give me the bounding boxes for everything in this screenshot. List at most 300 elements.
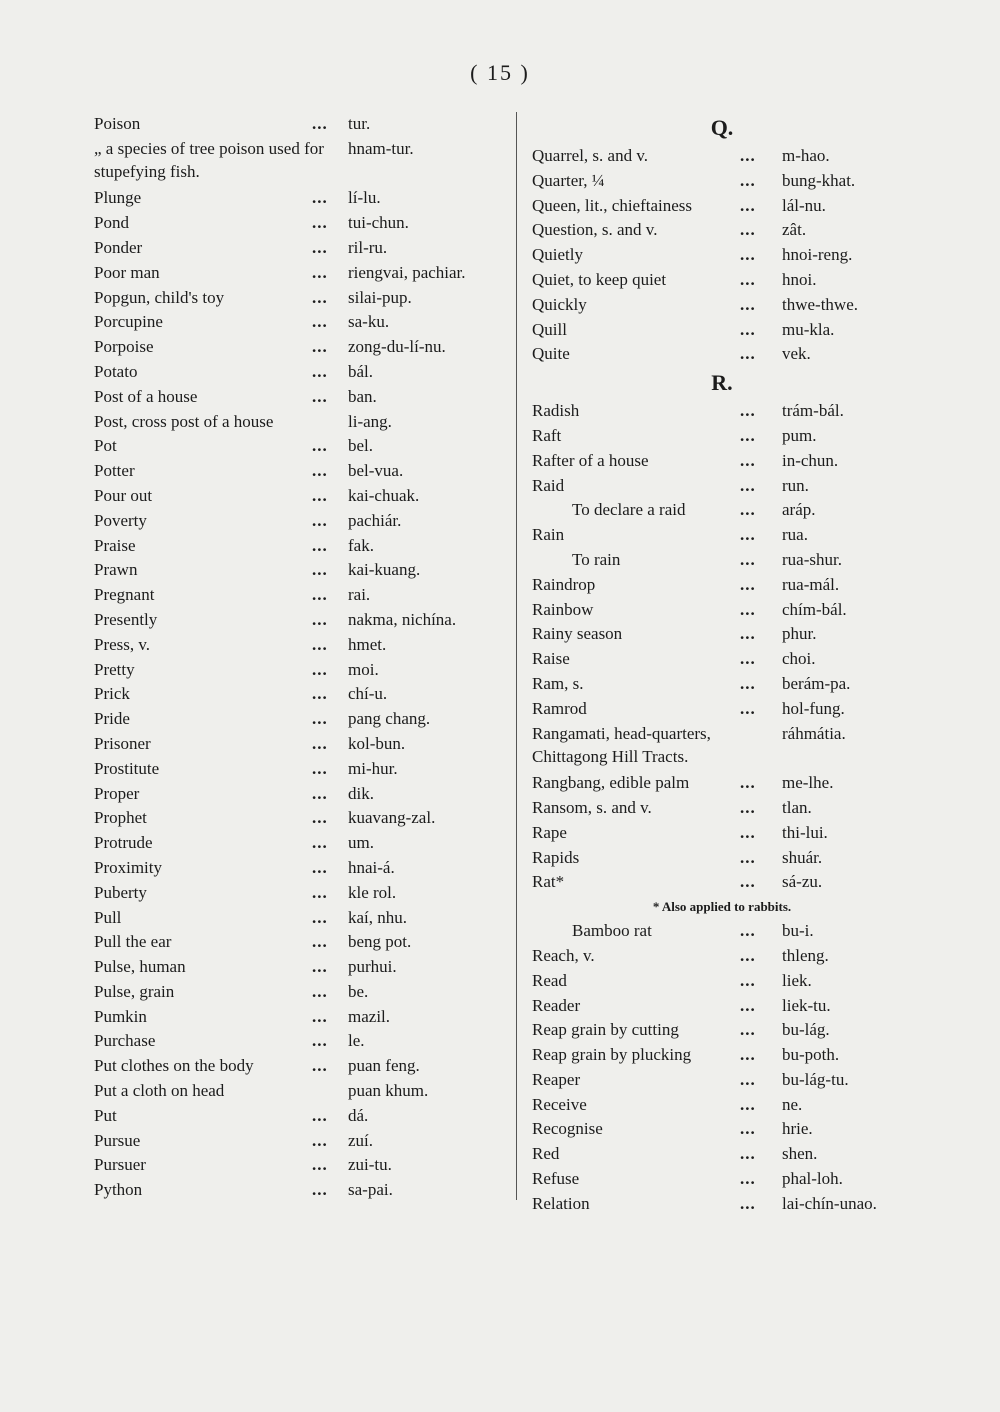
dictionary-entry (532, 548, 912, 573)
dictionary-entry (532, 1068, 912, 1093)
entry-translation: phal-loh. (782, 1169, 843, 1189)
entry-leader-dots: ... (312, 461, 328, 481)
entry-translation: hnam-tur. (348, 138, 414, 158)
entry-leader-dots: ... (312, 1130, 328, 1150)
entry-translation: hmet. (348, 634, 387, 654)
entry-translation: lai-chín-unao. (782, 1193, 877, 1213)
entry-leader-dots: ... (740, 1193, 756, 1213)
entry-term: To rain (572, 549, 621, 569)
entry-leader-dots: ... (740, 146, 756, 165)
entry-translation: pang chang. (348, 709, 431, 729)
dictionary-entry (94, 1054, 510, 1079)
section-heading: Q. (710, 115, 734, 140)
entry-leader-dots: ... (740, 847, 756, 867)
entry-translation: bel. (348, 436, 374, 456)
entry-term: Reaper (532, 1069, 581, 1089)
entry-term: Prophet (94, 808, 147, 828)
dictionary-entry (532, 622, 912, 647)
entry-term: Pretty (94, 659, 135, 679)
entry-term: Rape (532, 822, 567, 842)
entry-term: Puberty (94, 882, 147, 902)
dictionary-entry (532, 342, 912, 367)
footnote: * Also applied to rabbits. (652, 899, 792, 915)
entry-leader-dots: ... (312, 808, 328, 828)
dictionary-entry (532, 1093, 912, 1118)
entry-translation: sá-zu. (782, 872, 823, 892)
entry-translation: liek. (782, 970, 812, 990)
dictionary-entry (532, 919, 912, 944)
entry-leader-dots: ... (312, 783, 328, 803)
entry-translation: zuí. (348, 1130, 374, 1150)
entry-translation: beng pot. (348, 932, 412, 952)
entry-term: Popgun, child's toy (94, 287, 225, 307)
dictionary-entry (94, 509, 510, 534)
entry-term: Protrude (94, 833, 153, 853)
dictionary-entry (94, 1029, 510, 1054)
entry-leader-dots: ... (312, 1105, 328, 1125)
entry-translation: hnoi-reng. (782, 245, 853, 265)
entry-translation: bu-lág. (782, 1020, 830, 1040)
entry-leader-dots: ... (740, 401, 756, 421)
entry-leader-dots: ... (312, 560, 328, 580)
dictionary-entry (532, 243, 912, 268)
entry-translation: liek-tu. (782, 995, 831, 1015)
section-heading: R. (711, 370, 733, 396)
entry-leader-dots: ... (312, 1155, 328, 1175)
entry-translation: kai-kuang. (348, 560, 421, 580)
entry-translation: bel-vua. (348, 461, 404, 481)
entry-term: Read (532, 970, 567, 990)
entry-translation: ril-ru. (348, 237, 388, 257)
entry-translation: berám-pa. (782, 673, 851, 693)
dictionary-entry (94, 385, 510, 410)
dictionary-entry (94, 186, 510, 211)
entry-translation: fak. (348, 535, 374, 555)
entry-term: Post, cross post of a house (94, 411, 274, 431)
entry-leader-dots: ... (312, 287, 328, 307)
dictionary-entry (532, 870, 912, 895)
entry-leader-dots: ... (740, 294, 756, 314)
entry-term: Rainbow (532, 599, 594, 619)
dictionary-entry (94, 707, 510, 732)
dictionary-entry (532, 1142, 912, 1167)
entry-translation: trám-bál. (782, 401, 844, 421)
entry-term: Queen, lit., chieftainess (532, 195, 693, 215)
entry-term: Rainy season (532, 624, 623, 644)
entry-term: Relation (532, 1193, 590, 1213)
dictionary-entry (94, 286, 510, 311)
entry-leader-dots: ... (312, 262, 328, 282)
dictionary-entry (94, 980, 510, 1005)
entry-leader-dots: ... (740, 450, 756, 470)
entry-leader-dots: ... (740, 872, 756, 892)
entry-leader-dots: ... (312, 609, 328, 629)
dictionary-entry (94, 335, 510, 360)
entry-leader-dots: ... (740, 945, 756, 965)
dictionary-entry (94, 1104, 510, 1129)
entry-leader-dots: ... (312, 907, 328, 927)
entry-translation: bu-lág-tu. (782, 1069, 849, 1089)
entry-term: Python (94, 1180, 143, 1200)
entry-translation: zong-du-lí-nu. (348, 337, 446, 357)
dictionary-entry (94, 1129, 510, 1154)
entry-translation: ne. (782, 1094, 803, 1114)
entry-term: Recognise (532, 1119, 603, 1139)
entry-translation: mu-kla. (782, 319, 835, 339)
entry-term: Rangamati, head-quarters, Chittagong Hill Tracts. (532, 723, 711, 766)
entry-leader-dots: ... (312, 1056, 328, 1076)
entry-term: To declare a raid (572, 500, 686, 520)
entry-translation: tlan. (782, 797, 812, 817)
entry-term: Put a cloth on head (94, 1081, 225, 1101)
entry-term: Reader (532, 995, 581, 1015)
entry-translation: kuavang-zal. (348, 808, 436, 828)
entry-leader-dots: ... (312, 188, 328, 208)
entry-term: Ransom, s. and v. (532, 797, 652, 817)
entry-translation: kol-bun. (348, 733, 406, 753)
entry-translation: sa-pai. (348, 1180, 393, 1200)
dictionary-entry (94, 806, 510, 831)
entry-translation: purhui. (348, 957, 397, 977)
entry-leader-dots: ... (312, 957, 328, 977)
entry-translation: kai-chuak. (348, 485, 420, 505)
entry-term: Purchase (94, 1031, 156, 1051)
dictionary-entry (532, 169, 912, 194)
entry-leader-dots: ... (312, 361, 328, 381)
dictionary-entry (94, 955, 510, 980)
entry-translation: lál-nu. (782, 195, 826, 215)
right-column (532, 112, 912, 1217)
entry-leader-dots: ... (312, 1006, 328, 1026)
entry-term: Rapids (532, 847, 580, 867)
entry-translation: thwe-thwe. (782, 294, 859, 314)
column-divider (516, 112, 517, 1200)
dictionary-entry (532, 598, 912, 623)
entry-term: Pull the ear (94, 932, 172, 952)
dictionary-entry (532, 474, 912, 499)
entry-term: „ a species of tree poison used for stupefying fish. (94, 138, 324, 181)
entry-translation: mazil. (348, 1006, 391, 1026)
entry-leader-dots: ... (740, 921, 756, 941)
dictionary-entry (94, 608, 510, 633)
entry-term: Ponder (94, 237, 143, 257)
entry-term: Radish (532, 401, 580, 421)
entry-term: Quarrel, s. and v. (532, 146, 648, 165)
entry-term: Quill (532, 319, 567, 339)
entry-translation: chím-bál. (782, 599, 847, 619)
entry-translation: bu-i. (782, 921, 814, 941)
entry-translation: shuár. (782, 847, 823, 867)
entry-leader-dots: ... (740, 319, 756, 339)
entry-term: Pulse, human (94, 957, 186, 977)
entry-translation: nakma, nichína. (348, 609, 457, 629)
entry-term: Quickly (532, 294, 587, 314)
dictionary-entry (94, 1005, 510, 1030)
entry-translation: bu-poth. (782, 1045, 840, 1065)
entry-translation: tur. (348, 114, 371, 133)
entry-leader-dots: ... (740, 970, 756, 990)
entry-translation: hnoi. (782, 269, 817, 289)
entry-leader-dots: ... (740, 698, 756, 718)
dictionary-entry (532, 144, 912, 169)
entry-term: Pursue (94, 1130, 141, 1150)
entry-leader-dots: ... (740, 1119, 756, 1139)
entry-translation: m-hao. (782, 146, 830, 165)
entry-translation: run. (782, 475, 809, 495)
entry-translation: dik. (348, 783, 374, 803)
entry-leader-dots: ... (740, 525, 756, 545)
dictionary-entry (532, 218, 912, 243)
entry-term: Question, s. and v. (532, 220, 658, 240)
entry-translation: me-lhe. (782, 773, 834, 793)
entry-term: Presently (94, 609, 158, 629)
entry-translation: bung-khat. (782, 170, 856, 190)
entry-translation: thleng. (782, 945, 829, 965)
entry-leader-dots: ... (312, 1180, 328, 1200)
dictionary-entry (532, 573, 912, 598)
page-number: ( 15 ) (470, 60, 530, 85)
entry-translation: vek. (782, 344, 811, 364)
dictionary-entry (94, 831, 510, 856)
dictionary-entry (532, 293, 912, 318)
entry-leader-dots: ... (740, 574, 756, 594)
entry-translation: kaí, nhu. (348, 907, 408, 927)
entry-term: Pour out (94, 485, 153, 505)
entry-term: Pot (94, 436, 117, 456)
entry-leader-dots: ... (312, 485, 328, 505)
entry-translation: bál. (348, 361, 374, 381)
dictionary-entry (532, 846, 912, 871)
dictionary-entry (532, 821, 912, 846)
dictionary-entry (94, 1153, 510, 1178)
entry-leader-dots: ... (740, 1069, 756, 1089)
entry-leader-dots: ... (312, 882, 328, 902)
entry-translation: um. (348, 833, 374, 853)
dictionary-entry (94, 732, 510, 757)
entry-term: Raise (532, 649, 570, 669)
dictionary-entry (94, 137, 510, 187)
entry-term: Rain (532, 525, 565, 545)
entry-translation: kle rol. (348, 882, 397, 902)
dictionary-entry (94, 633, 510, 658)
entry-term: Prostitute (94, 758, 160, 778)
entry-translation: tui-chun. (348, 213, 409, 233)
entry-translation: chí-u. (348, 684, 388, 704)
entry-term: Bamboo rat (572, 921, 652, 941)
dictionary-entry (532, 647, 912, 672)
dictionary-entry (94, 757, 510, 782)
entry-translation: be. (348, 981, 369, 1001)
entry-leader-dots: ... (312, 857, 328, 877)
entry-leader-dots: ... (740, 649, 756, 669)
entry-term: Poison (94, 114, 141, 133)
dictionary-entry (532, 697, 912, 722)
entry-leader-dots: ... (312, 312, 328, 332)
entry-translation: shen. (782, 1144, 818, 1164)
entry-translation: hnai-á. (348, 857, 395, 877)
entry-term: Quietly (532, 245, 583, 265)
entry-term: Poor man (94, 262, 160, 282)
entry-leader-dots: ... (740, 344, 756, 364)
entry-term: Pregnant (94, 585, 155, 605)
entry-translation: choi. (782, 649, 816, 669)
entry-term: Pull (94, 907, 122, 927)
dictionary-entry (532, 1167, 912, 1192)
dictionary-entry (94, 360, 510, 385)
entry-translation: hrie. (782, 1119, 813, 1139)
entry-leader-dots: ... (740, 773, 756, 793)
dictionary-entry (94, 881, 510, 906)
entry-leader-dots: ... (740, 549, 756, 569)
entry-term: Ram, s. (532, 673, 584, 693)
dictionary-entry (532, 672, 912, 697)
entry-leader-dots: ... (312, 510, 328, 530)
entry-term: Prisoner (94, 733, 151, 753)
entry-translation: rua-shur. (782, 549, 842, 569)
entry-leader-dots: ... (740, 500, 756, 520)
entry-translation: rua-mál. (782, 574, 840, 594)
dictionary-entry (94, 236, 510, 261)
entry-leader-dots: ... (740, 245, 756, 265)
dictionary-entry (94, 434, 510, 459)
dictionary-entry (94, 1178, 510, 1203)
entry-translation: ráhmátia. (782, 723, 846, 743)
dictionary-entry (94, 310, 510, 335)
entry-translation: lí-lu. (348, 188, 381, 208)
entry-translation: zui-tu. (348, 1155, 392, 1175)
left-column (94, 112, 510, 1203)
dictionary-entry (532, 1018, 912, 1043)
entry-leader-dots: ... (312, 758, 328, 778)
entry-term: Refuse (532, 1169, 580, 1189)
entry-leader-dots: ... (312, 981, 328, 1001)
entry-term: Prawn (94, 560, 138, 580)
dictionary-entry (94, 211, 510, 236)
entry-term: Pulse, grain (94, 981, 175, 1001)
dictionary-entry (532, 1192, 912, 1217)
entry-leader-dots: ... (312, 634, 328, 654)
dictionary-entry (94, 534, 510, 559)
entry-leader-dots: ... (740, 822, 756, 842)
entry-term: Receive (532, 1094, 587, 1114)
entry-term: Pursuer (94, 1155, 146, 1175)
entry-translation: mi-hur. (348, 758, 398, 778)
entry-leader-dots: ... (740, 195, 756, 215)
entry-leader-dots: ... (312, 684, 328, 704)
dictionary-entry (532, 771, 912, 796)
dictionary-entry (532, 194, 912, 219)
entry-term: Potato (94, 361, 138, 381)
entry-translation: thi-lui. (782, 822, 828, 842)
dictionary-entry (94, 658, 510, 683)
entry-leader-dots: ... (740, 1020, 756, 1040)
entry-term: Porpoise (94, 337, 154, 357)
entry-leader-dots: ... (740, 1169, 756, 1189)
entry-leader-dots: ... (312, 585, 328, 605)
entry-term: Rat* (532, 872, 565, 892)
entry-term: Rafter of a house (532, 450, 649, 470)
entry-translation: riengvai, pachiar. (348, 262, 466, 282)
entry-term: Quite (532, 344, 570, 364)
entry-translation: phur. (782, 624, 817, 644)
entry-leader-dots: ... (740, 475, 756, 495)
dictionary-entry (532, 994, 912, 1019)
dictionary-entry (532, 318, 912, 343)
entry-leader-dots: ... (740, 1094, 756, 1114)
entry-term: Reap grain by cutting (532, 1020, 679, 1040)
dictionary-entry (532, 399, 912, 424)
dictionary-entry (532, 424, 912, 449)
dictionary-entry (94, 484, 510, 509)
entry-term: Put clothes on the body (94, 1056, 254, 1076)
entry-leader-dots: ... (312, 833, 328, 853)
dictionary-entry (94, 930, 510, 955)
dictionary-entry (94, 261, 510, 286)
entry-leader-dots: ... (312, 436, 328, 456)
dictionary-entry (94, 459, 510, 484)
entry-leader-dots: ... (740, 995, 756, 1015)
dictionary-entry (532, 796, 912, 821)
entry-term: Plunge (94, 188, 142, 208)
entry-translation: le. (348, 1031, 365, 1051)
entry-term: Rangbang, edible palm (532, 773, 690, 793)
entry-leader-dots: ... (312, 535, 328, 555)
entry-term: Porcupine (94, 312, 163, 332)
entry-translation: moi. (348, 659, 379, 679)
entry-leader-dots: ... (312, 733, 328, 753)
entry-term: Post of a house (94, 386, 198, 406)
entry-leader-dots: ... (312, 213, 328, 233)
entry-term: Raindrop (532, 574, 596, 594)
dictionary-entry (94, 906, 510, 931)
entry-leader-dots: ... (312, 1031, 328, 1051)
entry-leader-dots: ... (740, 624, 756, 644)
entry-term: Proper (94, 783, 140, 803)
entry-leader-dots: ... (312, 114, 328, 133)
entry-term: Raft (532, 425, 562, 445)
entry-translation: li-ang. (348, 411, 392, 431)
entry-leader-dots: ... (740, 269, 756, 289)
entry-translation: in-chun. (782, 450, 839, 470)
entry-translation: puan feng. (348, 1056, 420, 1076)
dictionary-entry (94, 410, 510, 435)
entry-leader-dots: ... (740, 1045, 756, 1065)
entry-leader-dots: ... (312, 386, 328, 406)
entry-leader-dots: ... (312, 709, 328, 729)
entry-term: Poverty (94, 510, 147, 530)
entry-leader-dots: ... (740, 673, 756, 693)
dictionary-entry (532, 944, 912, 969)
entry-translation: dá. (348, 1105, 369, 1125)
dictionary-entry (532, 449, 912, 474)
entry-term: Potter (94, 461, 135, 481)
dictionary-entry (94, 856, 510, 881)
entry-translation: pachiár. (348, 510, 402, 530)
entry-term: Proximity (94, 857, 163, 877)
dictionary-entry (94, 583, 510, 608)
entry-translation: rai. (348, 585, 371, 605)
entry-translation: rua. (782, 525, 808, 545)
dictionary-entry (94, 682, 510, 707)
entry-leader-dots: ... (312, 237, 328, 257)
dictionary-entry (94, 782, 510, 807)
entry-term: Reap grain by plucking (532, 1045, 692, 1065)
dictionary-entry (532, 498, 912, 523)
entry-translation: ban. (348, 386, 377, 406)
dictionary-entry (94, 112, 510, 137)
entry-term: Quarter, ¼ (532, 170, 605, 190)
entry-term: Press, v. (94, 634, 151, 654)
